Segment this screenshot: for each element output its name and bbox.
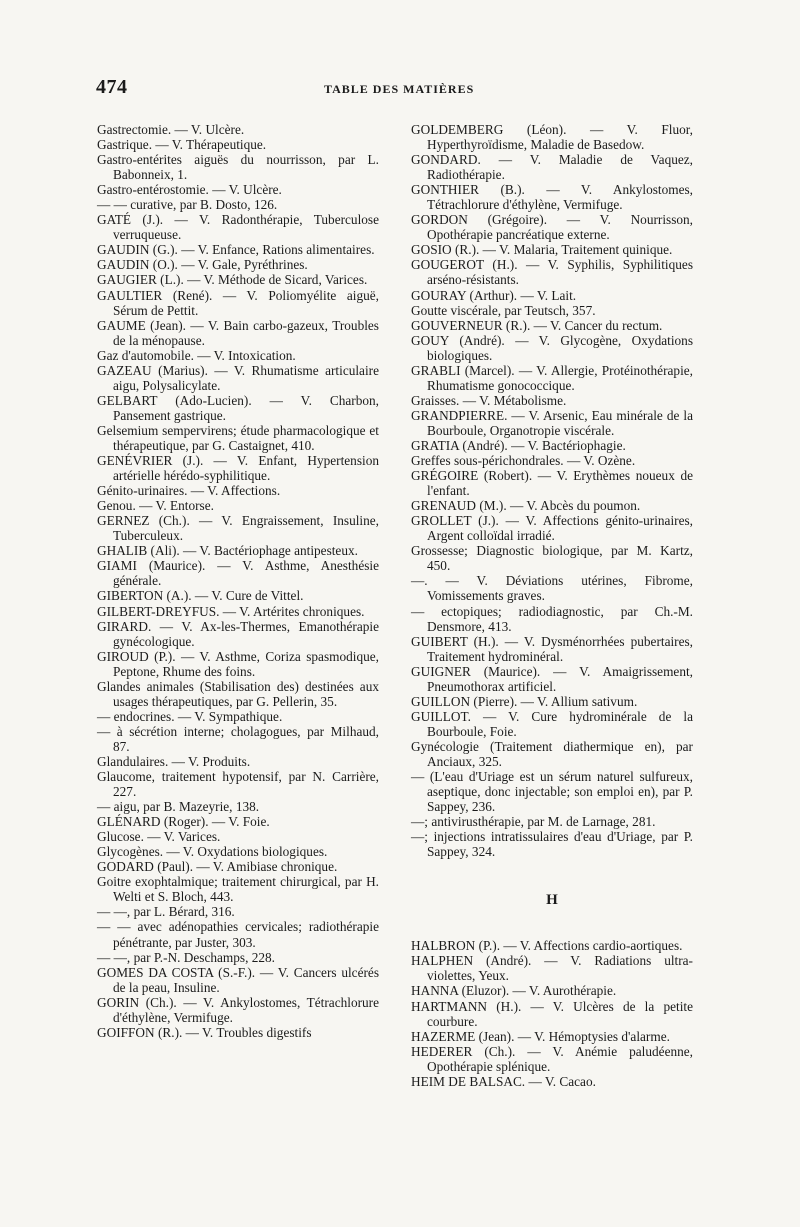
page-number: 474 bbox=[96, 76, 128, 98]
index-section-g-continued bbox=[411, 122, 693, 859]
index-entry: GUILLON (Pierre). — V. Allium sativum. bbox=[411, 693, 638, 709]
index-entry: Goutte viscérale, par Teutsch, 357. bbox=[411, 302, 596, 318]
index-entry: HALBRON (P.). — V. Affections cardio-aortiques. bbox=[411, 938, 683, 954]
index-entry: GOLDEMBERG (Léon). — V. Fluor, Hyperthyroïdisme, Maladie de Basedow. bbox=[411, 122, 693, 153]
index-entry: GROLLET (J.). — V. Affections génito-urinaires, Argent colloïdal irradié. bbox=[411, 513, 693, 544]
index-entry: — endocrines. — V. Sympathique. bbox=[97, 708, 283, 724]
index-entry: HEIM DE BALSAC. — V. Cacao. bbox=[411, 1073, 596, 1089]
index-entry: GHALIB (Ali). — V. Bactériophage antipesteux. bbox=[97, 543, 358, 559]
index-entry: GOUGEROT (H.). — V. Syphilis, Syphilitiques arséno-résistants. bbox=[411, 257, 693, 288]
index-entry: Glaucome, traitement hypotensif, par N. Carrière, 227. bbox=[97, 769, 379, 800]
index-entry: Grossesse; Diagnostic biologique, par M. Kartz, 450. bbox=[411, 543, 693, 574]
index-entry: Glucose. — V. Varices. bbox=[97, 829, 221, 845]
index-entry: HEDERER (Ch.). — V. Anémie paludéenne, Opothérapie splénique. bbox=[411, 1043, 693, 1074]
index-entry: HARTMANN (H.). — V. Ulcères de la petite courbure. bbox=[411, 998, 693, 1029]
index-entry: HANNA (Eluzor). — V. Aurothérapie. bbox=[411, 983, 617, 999]
index-entry: — —, par L. Bérard, 316. bbox=[97, 904, 235, 920]
index-entry: Gynécologie (Traitement diathermique en), par Anciaux, 325. bbox=[411, 738, 693, 769]
index-entry: Gelsemium sempervirens; étude pharmacologique et thérapeutique, par G. Castaignet, 410. bbox=[97, 422, 379, 453]
index-section-h bbox=[411, 938, 693, 1088]
index-entry: GRABLI (Marcel). — V. Allergie, Protéinothérapie, Rhumatisme gonococcique. bbox=[411, 362, 693, 393]
index-entry: GENÉVRIER (J.). — V. Enfant, Hypertension artérielle hérédo-syphilitique. bbox=[97, 453, 379, 484]
index-entry: GIROUD (P.). — V. Asthme, Coriza spasmodique, Peptone, Rhume des foins. bbox=[97, 648, 379, 679]
index-entry: — — curative, par B. Dosto, 126. bbox=[97, 197, 278, 213]
index-entry: — à sécrétion interne; cholagogues, par Milhaud, 87. bbox=[97, 723, 379, 754]
index-entry: GOUY (André). — V. Glycogène, Oxydations biologiques. bbox=[411, 332, 693, 363]
index-entry: GAUDIN (G.). — V. Enfance, Rations alimentaires. bbox=[97, 242, 375, 258]
index-entry: GUILLOT. — V. Cure hydrominérale de la Bourboule, Foie. bbox=[411, 708, 693, 739]
index-column-right bbox=[411, 122, 693, 1089]
index-entry: GAZEAU (Marius). — V. Rhumatisme articulaire aigu, Polysalicylate. bbox=[97, 362, 379, 393]
index-entry: GONTHIER (B.). — V. Ankylostomes, Tétrachlorure d'éthylène, Vermifuge. bbox=[411, 182, 693, 213]
section-letter-h: H bbox=[546, 892, 558, 909]
index-entry: HALPHEN (André). — V. Radiations ultra-violettes, Yeux. bbox=[411, 953, 693, 984]
index-entry: —; antivirusthérapie, par M. de Larnage, 281. bbox=[411, 814, 656, 830]
index-entry: GRATIA (André). — V. Bactériophagie. bbox=[411, 437, 626, 453]
index-entry: GRENAUD (M.). — V. Abcès du poumon. bbox=[411, 498, 641, 514]
index-entry: GOSIO (R.). — V. Malaria, Traitement quinique. bbox=[411, 242, 673, 258]
index-entry: — (L'eau d'Uriage est un sérum naturel sulfureux, aseptique, donc injectable; son emploi en), par P. Sappey, 236. bbox=[411, 769, 693, 815]
index-entry: —; injections intratissulaires d'eau d'Uriage, par P. Sappey, 324. bbox=[411, 829, 693, 860]
index-entry: GOMES DA COSTA (S.-F.). — V. Cancers ulcérés de la peau, Insuline. bbox=[97, 964, 379, 995]
index-entry: GORDON (Grégoire). — V. Nourrisson, Opothérapie pancréatique externe. bbox=[411, 212, 693, 243]
index-entry: GIAMI (Maurice). — V. Asthme, Anesthésie générale. bbox=[97, 558, 379, 589]
running-head bbox=[96, 76, 700, 100]
running-title: TABLE DES MATIÈRES bbox=[324, 82, 475, 96]
index-entry: Gaz d'automobile. — V. Intoxication. bbox=[97, 347, 296, 363]
index-entry: GONDARD. — V. Maladie de Vaquez, Radiothérapie. bbox=[411, 152, 693, 183]
index-entry: Gastro-entérites aiguës du nourrisson, par L. Babonneix, 1. bbox=[97, 152, 379, 183]
index-entry: GOURAY (Arthur). — V. Lait. bbox=[411, 287, 577, 303]
index-entry: — —, par P.-N. Deschamps, 228. bbox=[97, 949, 276, 965]
index-entry: Graisses. — V. Métabolisme. bbox=[411, 392, 567, 408]
index-entry: GIRARD. — V. Ax-les-Thermes, Emanothérapie gynécologique. bbox=[97, 618, 379, 649]
index-entry: GORIN (Ch.). — V. Ankylostomes, Tétrachlorure d'éthylène, Vermifuge. bbox=[97, 994, 379, 1025]
index-entry: Glandes animales (Stabilisation des) destinées aux usages thérapeutiques, par G. Pellerin, 35. bbox=[97, 678, 379, 709]
index-column-left bbox=[97, 122, 379, 1040]
index-entry: Gastrectomie. — V. Ulcère. bbox=[97, 122, 245, 137]
index-entry: GELBART (Ado-Lucien). — V. Charbon, Pansement gastrique. bbox=[97, 392, 379, 423]
index-entry: HAZERME (Jean). — V. Hémoptysies d'alarme. bbox=[411, 1028, 670, 1044]
index-entry: Gastro-entérostomie. — V. Ulcère. bbox=[97, 182, 282, 198]
index-entry: Goitre exophtalmique; traitement chirurgical, par H. Welti et S. Bloch, 443. bbox=[97, 874, 379, 905]
index-entry: GRÉGOIRE (Robert). — V. Erythèmes noueux de l'enfant. bbox=[411, 468, 693, 499]
index-entry: GAUME (Jean). — V. Bain carbo-gazeux, Troubles de la ménopause. bbox=[97, 317, 379, 348]
index-entry: GLÉNARD (Roger). — V. Foie. bbox=[97, 814, 270, 830]
index-entry: Greffes sous-périchondrales. — V. Ozène. bbox=[411, 453, 636, 469]
index-entry: GIBERTON (A.). — V. Cure de Vittel. bbox=[97, 588, 304, 604]
index-entry: Glandulaires. — V. Produits. bbox=[97, 753, 251, 769]
index-entry: GAUGIER (L.). — V. Méthode de Sicard, Varices. bbox=[97, 272, 368, 288]
index-entry: Glycogènes. — V. Oxydations biologiques. bbox=[97, 844, 328, 860]
index-entry: — — avec adénopathies cervicales; radiothérapie pénétrante, par Juster, 303. bbox=[97, 919, 379, 950]
index-entry: — aigu, par B. Mazeyrie, 138. bbox=[97, 799, 260, 815]
index-entry: GATÉ (J.). — V. Radonthérapie, Tuberculose verruqueuse. bbox=[97, 212, 379, 243]
index-entry: GUIBERT (H.). — V. Dysménorrhées pubertaires, Traitement hydrominéral. bbox=[411, 633, 693, 664]
index-entry: Génito-urinaires. — V. Affections. bbox=[97, 483, 281, 499]
index-entry: GERNEZ (Ch.). — V. Engraissement, Insuline, Tuberculeux. bbox=[97, 513, 379, 544]
index-entry: GRANDPIERRE. — V. Arsenic, Eau minérale de la Bourboule, Organotropie viscérale. bbox=[411, 407, 693, 438]
index-entry: GOUVERNEUR (R.). — V. Cancer du rectum. bbox=[411, 317, 663, 333]
index-entry: GUIGNER (Maurice). — V. Amaigrissement, Pneumothorax artificiel. bbox=[411, 663, 693, 694]
index-entry: GILBERT-DREYFUS. — V. Artérites chroniques. bbox=[97, 603, 365, 619]
index-entry: GAUDIN (O.). — V. Gale, Pyréthrines. bbox=[97, 257, 308, 273]
index-entry: GODARD (Paul). — V. Amibiase chronique. bbox=[97, 859, 338, 875]
index-entry: Gastrique. — V. Thérapeutique. bbox=[97, 137, 267, 153]
index-entry: GOIFFON (R.). — V. Troubles digestifs bbox=[97, 1024, 312, 1040]
index-entry: GAULTIER (René). — V. Poliomyélite aiguë, Sérum de Pettit. bbox=[97, 287, 379, 318]
index-entry: Genou. — V. Entorse. bbox=[97, 498, 214, 514]
index-entry: —. — V. Déviations utérines, Fibrome, Vomissements graves. bbox=[411, 573, 693, 604]
index-entry: — ectopiques; radiodiagnostic, par Ch.-M. Densmore, 413. bbox=[411, 603, 693, 634]
